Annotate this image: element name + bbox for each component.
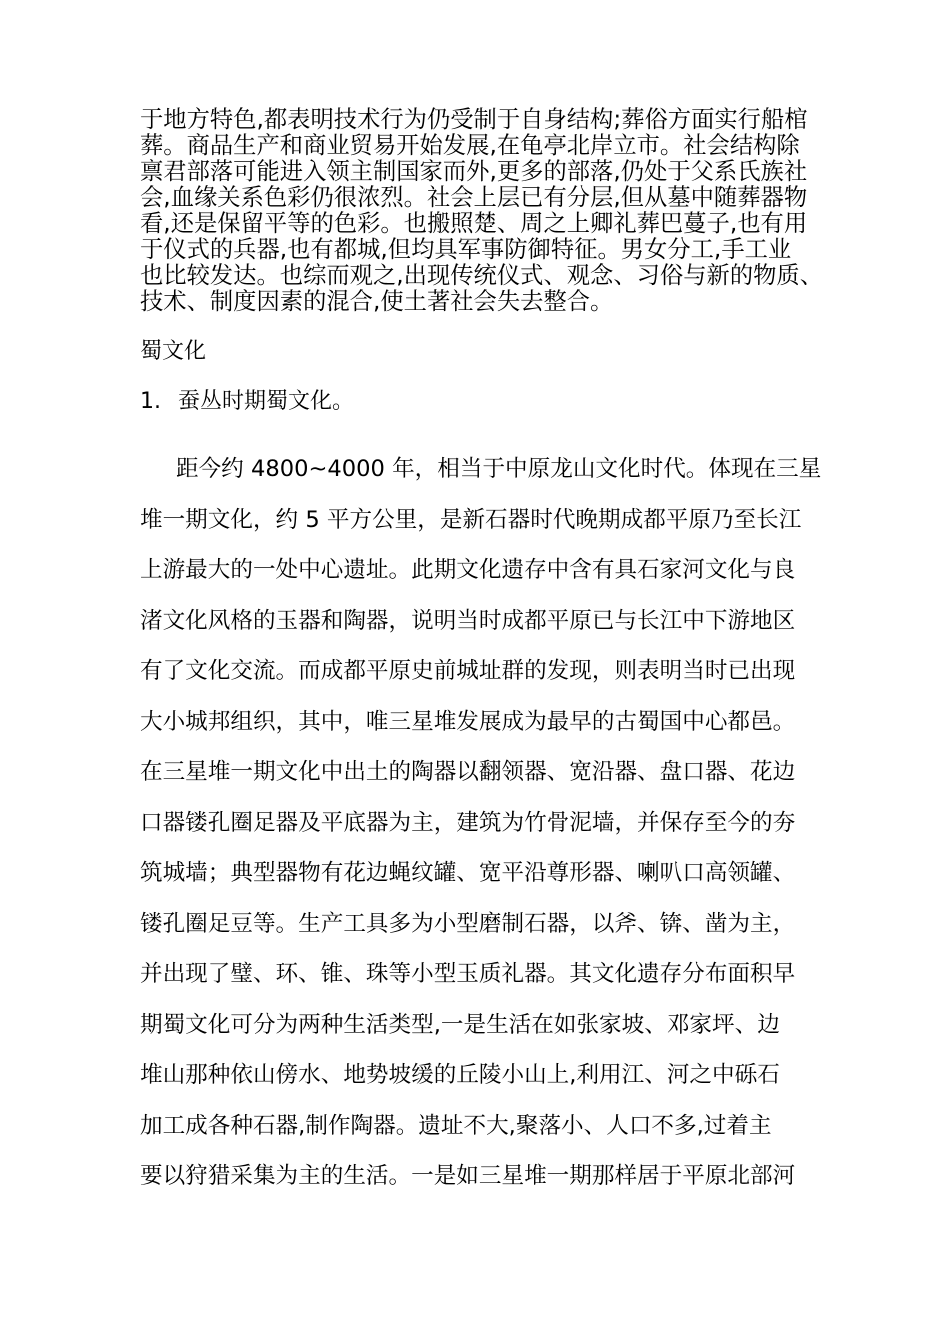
- paragraph-line: 于仪式的兵器,也有都城,但均具军事防御特征。男女分工,手工业: [140, 236, 792, 263]
- paragraph-line: 渚文化风格的玉器和陶器，说明当时成都平原已与长江中下游地区: [140, 607, 796, 634]
- paragraph-line: 筑城墙；典型器物有花边蝇纹罐、宽平沿尊形器、喇叭口高领罐、: [140, 860, 796, 886]
- paragraph-line: 距今约 4800~4000 年，相当于中原龙山文化时代。体现在三星: [176, 456, 822, 482]
- paragraph-line: 会,血缘关系色彩仍很浓烈。社会上层已有分层,但从墓中随葬器物: [140, 184, 808, 211]
- paragraph-ba-culture: [140, 107, 830, 315]
- paragraph-line: 要以狩猎采集为主的生活。一是如三星堆一期那样居于平原北部河: [140, 1163, 796, 1189]
- paragraph-line: 加工成各种石器,制作陶器。遗址不大,聚落小、人口不多,过着主: [140, 1112, 772, 1139]
- paragraph-line: 葬。商品生产和商业贸易开始发展,在龟亭北岸立市。社会结构除: [140, 132, 800, 159]
- paragraph-line: 看,还是保留平等的色彩。也搬照楚、周之上卿礼葬巴蔓子,也有用: [140, 210, 808, 237]
- paragraph-line: 堆山那种依山傍水、地势坡缓的丘陵小山上,利用江、河之中砾石: [140, 1062, 780, 1088]
- paragraph-shu-culture: [140, 444, 830, 1202]
- paragraph-line: 上游最大的一处中心遗址。此期文化遗存中含有具石家河文化与良: [140, 557, 796, 583]
- paragraph-line: 于地方特色,都表明技术行为仍受制于自身结构;葬俗方面实行船棺: [140, 106, 808, 133]
- paragraph-line: 口器镂孔圈足器及平底器为主，建筑为竹骨泥墙，并保存至今的夯: [140, 809, 796, 836]
- paragraph-line: 在三星堆一期文化中出土的陶器以翻领器、宽沿器、盘口器、花边: [140, 759, 796, 785]
- paragraph-line: 镂孔圈足豆等。生产工具多为小型磨制石器，以斧、锛、凿为主，: [140, 910, 796, 937]
- section-heading: 蜀文化: [140, 339, 207, 364]
- paragraph-line: 大小城邦组织，其中，唯三星堆发展成为最早的古蜀国中心都邑。: [140, 708, 796, 735]
- paragraph-line: 也比较发达。也综而观之,出现传统仪式、观念、习俗与新的物质、: [140, 262, 824, 289]
- paragraph-line: 并出现了璧、环、锥、珠等小型玉质礼器。其文化遗存分布面积早: [140, 961, 796, 987]
- paragraph-line: 期蜀文化可分为两种生活类型,一是生活在如张家坡、邓家坪、边: [140, 1011, 780, 1038]
- list-item: [140, 387, 354, 417]
- paragraph-line: 有了文化交流。而成都平原史前城址群的发现，则表明当时已出现: [140, 658, 796, 684]
- paragraph-line: 堆一期文化，约 5 平方公里，是新石器时代晚期成都平原乃至长江: [140, 506, 802, 533]
- paragraph-line: 禀君部落可能进入领主制国家而外,更多的部落,仍处于父系氏族社: [140, 158, 808, 185]
- paragraph-line: 技术、制度因素的混合,使土著社会失去整合。: [140, 288, 614, 315]
- list-item-text: 蚕丛时期蜀文化。: [178, 389, 355, 414]
- list-item-number: 1.: [140, 389, 161, 414]
